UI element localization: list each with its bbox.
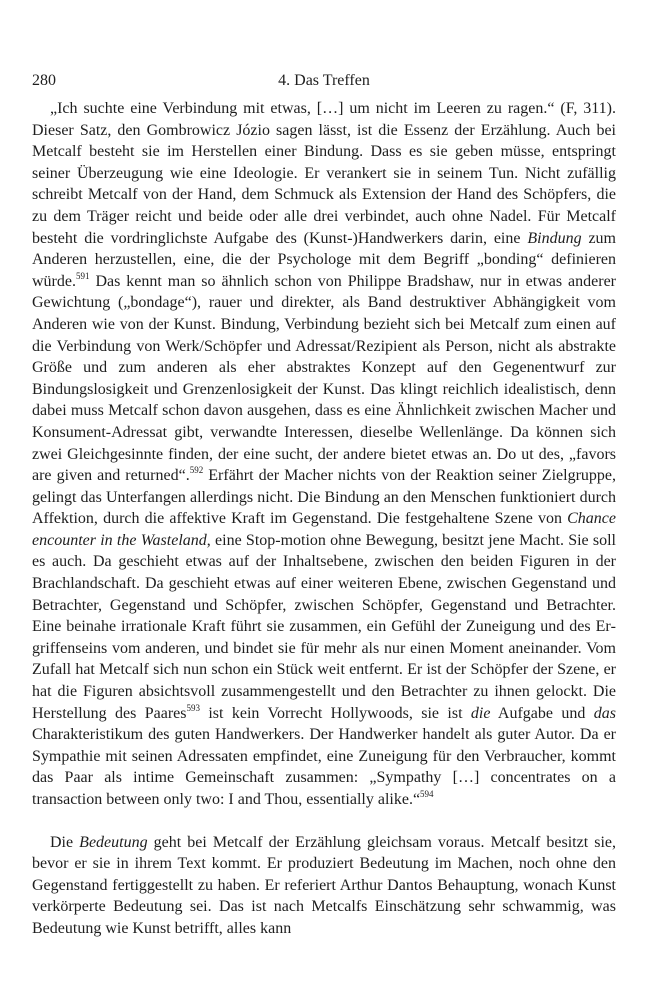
body-text [32,98,616,940]
text-run: geht bei Metcalf der Erzählung gleichsam voraus. Metcalf besitzt sie, bevor er sie in ihrem Text kommt. Er produziert Bedeutung im Machen, noch ohne den Gegenstand fertiggestellt zu haben. Er referiert Arthur Dantos Behauptung, wonach Kunst verkörperte Bedeutung sei. Das ist nach Metcalfs Einschätzung sehr schwammig, was Bedeutung wie Kunst betrifft, alles kann [32,833,616,937]
footnote-ref: 592 [189,465,204,476]
text-run: Erfährt der Macher nichts von der Reaktion seiner Zielgruppe, gelingt das Unterfangen allerdings nicht. Die Bindung an den Menschen funktioniert durch Affektion, durch die affektive Kraft im Gegenstand. Die festgehaltene Szene von [32,467,617,528]
text-run: Das kennt man so ähnlich schon von Philippe Bradshaw, nur in etwas anderer Gewichtung („bondage“), rauer und direkter, als Band destruktiver Abhängigkeit vom Anderen wie von der Kunst. Bindung, Verbindung bezieht sich bei Metcalf zum einen auf die Verbindung von Werk/Schöpfer und Adressat/Rezipient als Person, nicht als abstrakte Größe und zum anderen als eher abstraktes Konzept auf den Gegenentwurf zur Bindungslosigkeit und Grenzenlosigkeit der Kunst. Das klingt reichlich idealistisch, denn dabei muss Metcalf schon davon ausgehen, dass es eine Ähnlichkeit zwischen Macher und Konsument-Adressat gibt, verwandte Interessen, dieselbe Wellenlänge. Da können sich zwei Gleichgesinnte finden, der eine sucht, der andere bietet etwas an. Do ut des, „favors are given and returned“. [32,272,616,485]
paragraph-2 [32,832,616,940]
emphasis: Bindung [527,229,582,247]
footnote-ref: 593 [186,702,200,713]
text-run: zum Anderen herzustellen, eine, die der Psychologe mit dem Begriff „bonding“ definieren würde. [32,229,617,290]
paragraph-1 [32,98,616,811]
footnote-ref: 591 [75,270,90,281]
footnote-ref: 594 [420,789,434,799]
running-head: 4. Das Treffen [278,72,370,89]
text-run: „Ich suchte eine Verbindung mit etwas, […] um nicht im Leeren zu ragen.“ (F, 311). Dieser Satz, den Gombrowicz Józio sagen lässt, ist die Essenz der Erzählung. Auch bei Metcalf besteht sie im Herstellen einer Bindung. Dass es sie geben müsse, entspringt seiner Überzeugung wie eine Ideologie. Er verankert sie in seinem Tun. Nicht zufällig schreibt Metcalf von der Hand, dem Schmuck als Extension der Hand des Schöpfers, die zu dem Träger reicht und beide oder alle drei verbindet, auch ohne Nadel. Für Metcalf besteht die vordringlichste Aufgabe des (Kunst-)Handwerkers darin, eine [32,100,616,247]
text-run: Aufgabe und [490,704,594,722]
emphasis: Bedeutung [79,833,148,851]
page-number: 280 [32,72,56,89]
emphasis: das [593,704,616,722]
text-run: Charakteristikum des guten Handwerkers. Der Handwerker handelt als guter Autor. Da er Sympathie mit seinen Adressaten empfindet, eine Zuneigung für den Verbraucher, kommt das Paar als intime Gemeinschaft zusammen: „Sympathy […] concentrates on a transaction between only two: I and Thou, essentially alike.“ [32,726,616,808]
text-run: , eine Stop-motion ohne Bewegung, besitzt jene Macht. Sie soll es auch. Da geschieht etwas auf der Inhaltsebene, zwischen den beiden Figuren in der Brachlandschaft. Da geschieht etwas auf einer weiteren Ebene, zwischen Gegenstand und Betrachter, Gegenstand und Schöpfer, zwischen Schöpfer, Gegenstand und Betrachter. Eine beinahe irrationale Kraft führt sie zusammen, ein Gefühl der Zuneigung und des Ergriffenseins vom anderen, und bindet sie für mehr als nur einen Moment aneinander. Vom Zufall hat Metcalf sich nun schon ein Stück weit entfernt. Er ist der Schöpfer der Szene, er hat die Figuren absichtsvoll zusammengestellt und den Betrachter zu ihnen gelockt. Die Herstellung des Paares [32,531,616,722]
text-run: ist kein Vorrecht Hollywoods, sie ist [199,704,471,722]
emphasis: die [470,704,491,722]
text-run: Die [50,833,80,851]
emphasis: Chance encounter in the Wasteland [32,510,616,549]
page-header [32,72,616,96]
